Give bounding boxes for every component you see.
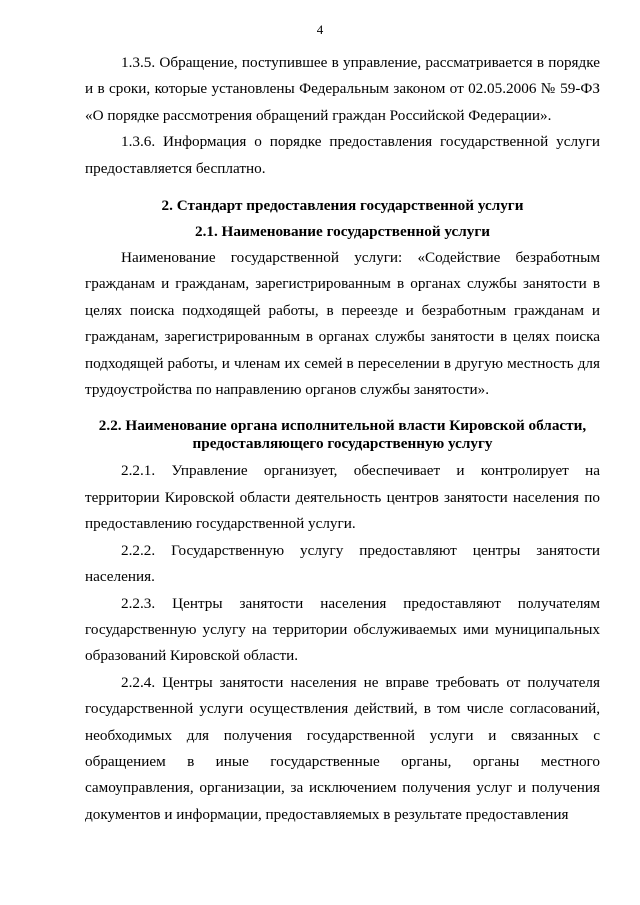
section-2-1-heading: 2.1. Наименование государственной услуги <box>194 223 491 241</box>
section-2-2-heading-line2: предоставляющего государственную услугу <box>192 435 493 453</box>
paragraph-2-2-4: 2.2.4. Центры занятости населения не вправе требовать от получателя государственной услуги осуществления действий, в том числе согласований, необходимых для получения государственной услуги и связанных с обращением в иные государственные органы, органы местного самоуправления, организации, за исключением получения услуг и получения документов и информации, предоставляемых в результате предоставления <box>85 673 600 823</box>
paragraph-2-2-2: 2.2.2. Государственную услугу предоставляют центры занятости населения. <box>85 541 600 586</box>
paragraph-1-3-5: 1.3.5. Обращение, поступившее в управление, рассматривается в порядке и в сроки, которые установлены Федеральным законом от 02.05.2006 № 59-ФЗ «О порядке рассмотрения обращений граждан Российской Федерации». <box>85 54 600 124</box>
section-2-2-heading-line1: 2.2. Наименование органа исполнительной власти Кировской области, <box>98 417 587 435</box>
document-body <box>85 50 600 828</box>
paragraph-2-2-3: 2.2.3. Центры занятости населения предоставляют получателям государственную услугу на территории обслуживаемых ими муниципальных образований Кировской области. <box>85 594 600 665</box>
section-2-heading: 2. Стандарт предоставления государственной услуги <box>161 197 524 215</box>
section-2-2-heading <box>85 417 600 453</box>
paragraph-2-2-1: 2.2.1. Управление организует, обеспечивает и контролирует на территории Кировской области деятельность центров занятости населения по предоставлению государственной услуги. <box>85 462 600 533</box>
paragraph-1-3-6: 1.3.6. Информация о порядке предоставления государственной услуги предоставляется бесплатно. <box>85 133 600 177</box>
paragraph-2-1: Наименование государственной услуги: «Содействие безработным гражданам и гражданам, зарегистрированным в органах службы занятости в целях поиска подходящей работы, в переезде и безработным гражданам и гражданам, зарегистрированным в органах службы занятости в целях поиска подходящей работы, и членам их семей в переселении в другую местность для трудоустройства по направлению органов службы занятости». <box>85 249 600 399</box>
page-number: 4 <box>316 22 324 37</box>
